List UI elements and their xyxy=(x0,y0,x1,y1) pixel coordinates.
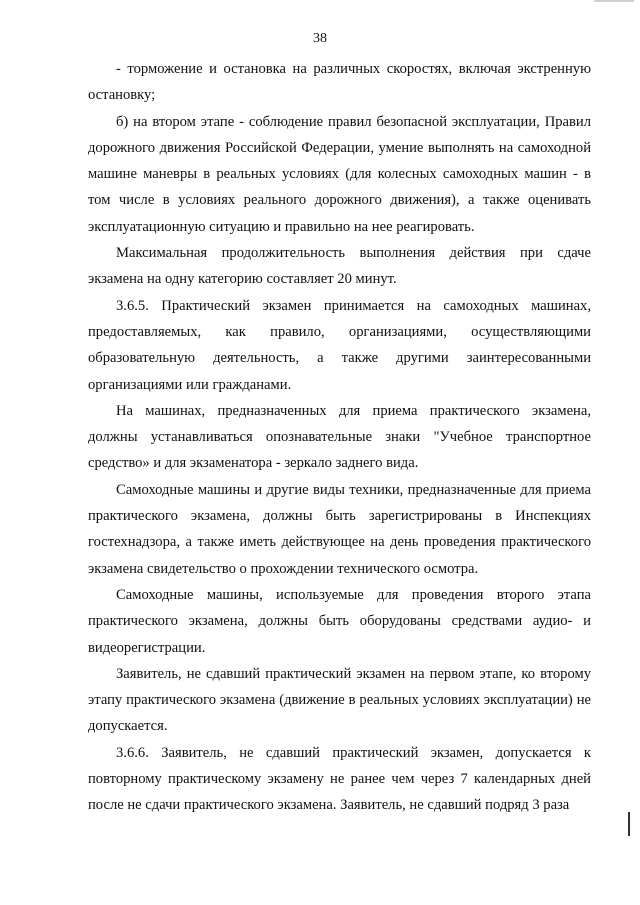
margin-line-mark xyxy=(628,812,630,836)
paragraph-max-duration: Максимальная продолжительность выполнения действия при сдаче экзамена на одну категорию составляет 20 минут. xyxy=(88,245,591,288)
paragraph-second-stage: б) на втором этапе - соблюдение правил безопасной эксплуатации, Правил дорожного движения Российской Федерации, умение выполнять на самоходной машине маневры в реальных условиях (для колесных самоходных машин - в том числе в условиях реального дорожного движения), а также оценивать эксплуатационную ситуацию и правильно на нее реагировать. xyxy=(88,113,591,235)
paragraph-3-6-6: 3.6.6. Заявитель, не сдавший практический экзамен, допускается к повторному практическому экзамену не ранее чем через 7 календарных дней после не сдачи практического экзамена. Заявитель, не сдавший подряд 3 раза xyxy=(88,744,591,814)
scan-edge-mark xyxy=(594,0,634,2)
page-number: 38 xyxy=(313,31,327,46)
document-body xyxy=(88,56,591,819)
paragraph-registration: Самоходные машины и другие виды техники, предназначенные для приема практического экзамена, должны быть зарегистрированы в Инспекциях гостехнадзора, а также иметь действующее на день проведения практического экзамена свидетельство о прохождении технического осмотра. xyxy=(88,481,591,577)
paragraph-audio-video: Самоходные машины, используемые для проведения второго этапа практического экзамена, должны быть оборудованы средствами аудио- и видеорегистрации. xyxy=(88,586,591,656)
paragraph-identification-signs: На машинах, предназначенных для приема практического экзамена, должны устанавливаться опознавательные знаки "Учебное транспортное средство» и для экзаменатора - зеркало заднего вида. xyxy=(88,402,591,472)
paragraph-3-6-5: 3.6.5. Практический экзамен принимается на самоходных машинах, предоставляемых, как правило, организациями, осуществляющими образовательную деятельность, а также другими заинтересованными организациями или гражданами. xyxy=(88,297,591,393)
paragraph-first-stage-fail: Заявитель, не сдавший практический экзамен на первом этапе, ко второму этапу практического экзамена (движение в реальных условиях эксплуатации) не допускается. xyxy=(88,665,591,735)
paragraph-braking: - торможение и остановка на различных скоростях, включая экстренную остановку; xyxy=(88,61,591,104)
